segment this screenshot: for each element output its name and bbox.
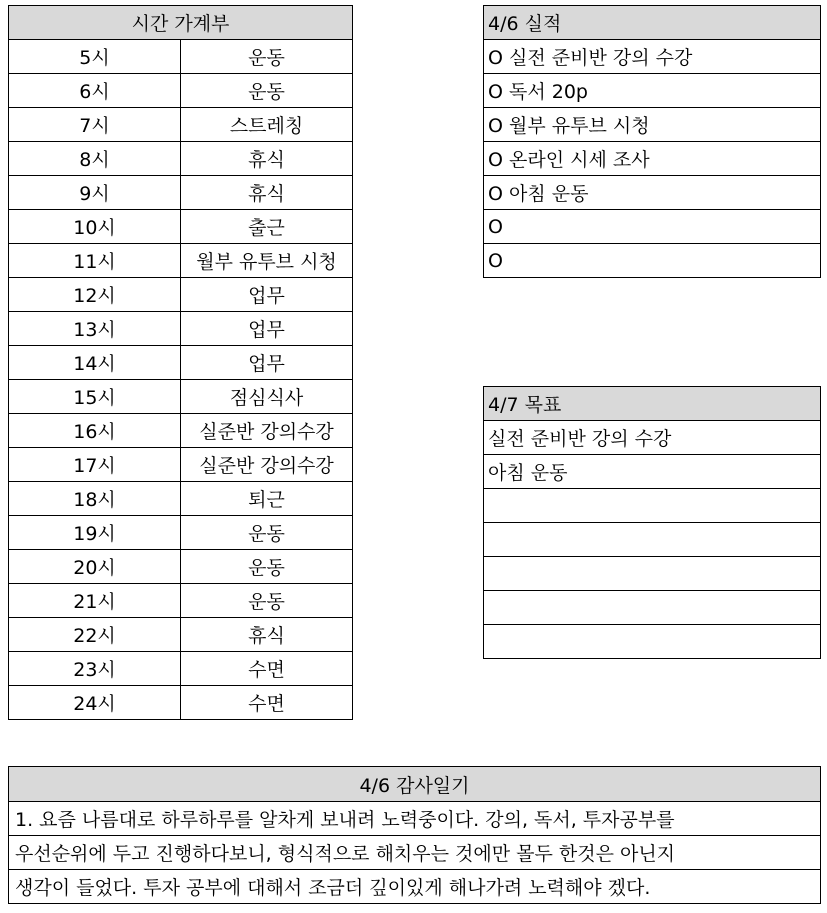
hour-cell: 13시 bbox=[9, 312, 181, 346]
goal-item bbox=[484, 591, 821, 625]
list-item bbox=[484, 108, 821, 142]
activity-cell: 운동 bbox=[181, 584, 353, 618]
diary-line-row bbox=[9, 802, 821, 836]
hour-cell: 8시 bbox=[9, 142, 181, 176]
diary-line: 우선순위에 두고 진행하다보니, 형식적으로 해치우는 것에만 몰두 한것은 아닌지 bbox=[9, 836, 821, 870]
table-row bbox=[9, 278, 353, 312]
hour-cell: 11시 bbox=[9, 244, 181, 278]
result-item: O 실전 준비반 강의 수강 bbox=[484, 40, 821, 74]
table-row bbox=[9, 380, 353, 414]
activity-cell: 수면 bbox=[181, 686, 353, 720]
table-row bbox=[9, 414, 353, 448]
time-budget-title: 시간 가계부 bbox=[9, 6, 353, 40]
goal-item bbox=[484, 625, 821, 659]
list-item bbox=[484, 557, 821, 591]
table-row bbox=[9, 550, 353, 584]
hour-cell: 22시 bbox=[9, 618, 181, 652]
hour-cell: 17시 bbox=[9, 448, 181, 482]
list-item bbox=[484, 591, 821, 625]
hour-cell: 9시 bbox=[9, 176, 181, 210]
hour-cell: 15시 bbox=[9, 380, 181, 414]
table-row bbox=[9, 686, 353, 720]
activity-cell: 실준반 강의수강 bbox=[181, 414, 353, 448]
activity-cell: 업무 bbox=[181, 312, 353, 346]
hour-cell: 10시 bbox=[9, 210, 181, 244]
list-item bbox=[484, 142, 821, 176]
result-item: O 월부 유투브 시청 bbox=[484, 108, 821, 142]
activity-cell: 운동 bbox=[181, 40, 353, 74]
goals-title: 4/7 목표 bbox=[484, 387, 821, 421]
activity-cell: 휴식 bbox=[181, 618, 353, 652]
activity-cell: 휴식 bbox=[181, 176, 353, 210]
list-item bbox=[484, 176, 821, 210]
diary-line: 1. 요즘 나름대로 하루하루를 알차게 보내려 노력중이다. 강의, 독서, 투자공부를 bbox=[9, 802, 821, 836]
goal-item: 실전 준비반 강의 수강 bbox=[484, 421, 821, 455]
table-row bbox=[9, 652, 353, 686]
result-item: O 아침 운동 bbox=[484, 176, 821, 210]
goal-item bbox=[484, 489, 821, 523]
hour-cell: 7시 bbox=[9, 108, 181, 142]
activity-cell: 운동 bbox=[181, 74, 353, 108]
diary-line-row bbox=[9, 836, 821, 870]
result-item: O bbox=[484, 210, 821, 244]
activity-cell: 퇴근 bbox=[181, 482, 353, 516]
hour-cell: 20시 bbox=[9, 550, 181, 584]
time-budget-table bbox=[8, 5, 353, 720]
table-row bbox=[9, 142, 353, 176]
table-row bbox=[9, 108, 353, 142]
activity-cell: 수면 bbox=[181, 652, 353, 686]
goal-item: 아침 운동 bbox=[484, 455, 821, 489]
goals-table bbox=[483, 386, 821, 659]
table-row bbox=[9, 74, 353, 108]
table-row bbox=[9, 618, 353, 652]
results-table bbox=[483, 5, 821, 278]
table-row bbox=[9, 176, 353, 210]
table-row bbox=[9, 244, 353, 278]
activity-cell: 실준반 강의수강 bbox=[181, 448, 353, 482]
goal-item bbox=[484, 523, 821, 557]
activity-cell: 운동 bbox=[181, 516, 353, 550]
list-item bbox=[484, 210, 821, 244]
diary-title: 4/6 감사일기 bbox=[9, 767, 821, 802]
activity-cell: 업무 bbox=[181, 346, 353, 380]
hour-cell: 5시 bbox=[9, 40, 181, 74]
activity-cell: 출근 bbox=[181, 210, 353, 244]
activity-cell: 스트레칭 bbox=[181, 108, 353, 142]
table-row bbox=[9, 346, 353, 380]
table-row bbox=[9, 210, 353, 244]
list-item bbox=[484, 489, 821, 523]
list-item bbox=[484, 625, 821, 659]
result-item: O 독서 20p bbox=[484, 74, 821, 108]
diary-line-row bbox=[9, 870, 821, 904]
list-item bbox=[484, 74, 821, 108]
results-title: 4/6 실적 bbox=[484, 6, 821, 40]
hour-cell: 18시 bbox=[9, 482, 181, 516]
activity-cell: 월부 유투브 시청 bbox=[181, 244, 353, 278]
table-row bbox=[9, 516, 353, 550]
result-item: O bbox=[484, 244, 821, 278]
list-item bbox=[484, 523, 821, 557]
goals-header-row bbox=[484, 387, 821, 421]
list-item bbox=[484, 40, 821, 74]
hour-cell: 19시 bbox=[9, 516, 181, 550]
results-header-row bbox=[484, 6, 821, 40]
list-item bbox=[484, 421, 821, 455]
goal-item bbox=[484, 557, 821, 591]
hour-cell: 21시 bbox=[9, 584, 181, 618]
activity-cell: 점심식사 bbox=[181, 380, 353, 414]
table-row bbox=[9, 482, 353, 516]
activity-cell: 휴식 bbox=[181, 142, 353, 176]
hour-cell: 12시 bbox=[9, 278, 181, 312]
hour-cell: 14시 bbox=[9, 346, 181, 380]
activity-cell: 업무 bbox=[181, 278, 353, 312]
result-item: O 온라인 시세 조사 bbox=[484, 142, 821, 176]
hour-cell: 6시 bbox=[9, 74, 181, 108]
time-budget-header-row bbox=[9, 6, 353, 40]
table-row bbox=[9, 40, 353, 74]
diary-header-row bbox=[9, 767, 821, 802]
hour-cell: 23시 bbox=[9, 652, 181, 686]
gratitude-diary-table bbox=[8, 766, 821, 904]
diary-line: 생각이 들었다. 투자 공부에 대해서 조금더 깊이있게 해나가려 노력해야 겠다. bbox=[9, 870, 821, 904]
activity-cell: 운동 bbox=[181, 550, 353, 584]
list-item bbox=[484, 455, 821, 489]
list-item bbox=[484, 244, 821, 278]
table-row bbox=[9, 448, 353, 482]
table-row bbox=[9, 312, 353, 346]
hour-cell: 24시 bbox=[9, 686, 181, 720]
hour-cell: 16시 bbox=[9, 414, 181, 448]
table-row bbox=[9, 584, 353, 618]
